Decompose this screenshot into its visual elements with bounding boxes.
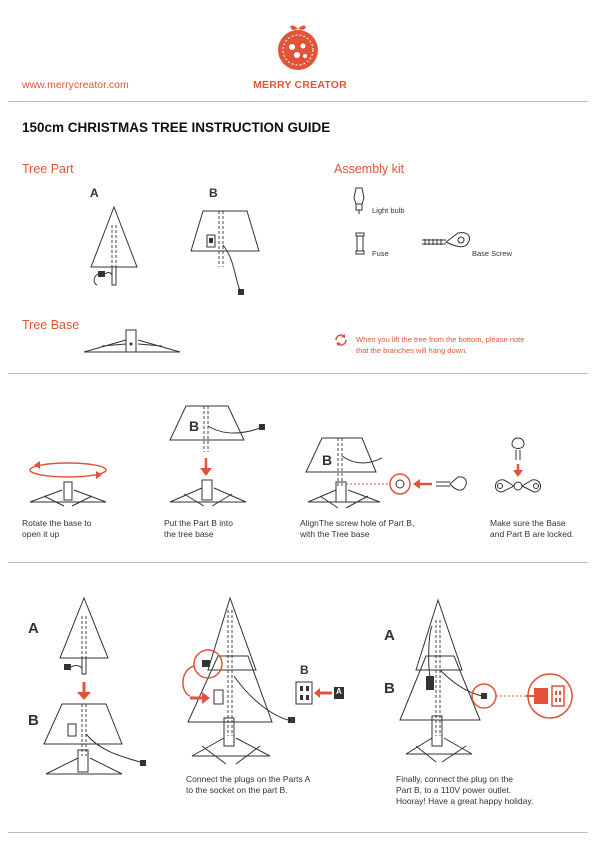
rotate-warning-icon	[334, 333, 348, 347]
logo-ornament-icon	[278, 30, 318, 70]
tree-part-heading: Tree Part	[22, 162, 74, 176]
step1-caption-line2: open it up	[22, 529, 60, 539]
row2-part-a-label: A	[28, 620, 39, 637]
page-title: 150cm CHRISTMAS TREE INSTRUCTION GUIDE	[22, 120, 331, 135]
socket-a-label: A	[336, 687, 342, 696]
step3-caption-line1: AlignThe screw hole of Part B,	[300, 518, 415, 528]
step-lock-illustration	[490, 436, 550, 500]
row2-part-b-label: B	[28, 712, 39, 729]
row2-final-b-label: B	[384, 680, 395, 697]
step4-caption-line1: Make sure the Base	[490, 518, 566, 528]
step-put-part-b-illustration	[164, 402, 274, 510]
socket-b-label: B	[300, 663, 309, 677]
part-b-label: B	[209, 186, 218, 200]
lift-note-line2: that the branches will hang down.	[356, 346, 468, 355]
website-url[interactable]: www.merrycreator.com	[22, 79, 129, 91]
step2-part-b-label: B	[189, 418, 200, 434]
light-bulb-label: Light bulb	[372, 206, 405, 215]
base-screw-icon	[420, 231, 472, 251]
header-divider	[8, 101, 588, 102]
step5-caption-line2: to the socket on the part B.	[186, 785, 288, 795]
step-power-outlet-illustration	[396, 596, 586, 766]
step-rotate-base-illustration	[24, 458, 114, 508]
tree-base-heading: Tree Base	[22, 318, 80, 332]
step3-caption-line2: with the Tree base	[300, 529, 370, 539]
step6-caption-line1: Finally, connect the plug on the	[396, 774, 514, 784]
row2-final-a-label: A	[384, 627, 395, 644]
fuse-icon	[354, 232, 366, 256]
step-align-screw-illustration	[300, 436, 470, 510]
footer-divider	[8, 832, 588, 833]
light-bulb-icon	[352, 186, 366, 216]
part-a-illustration	[85, 205, 145, 295]
logo-bow-icon	[290, 25, 305, 30]
base-screw-label: Base Screw	[472, 249, 513, 258]
section-divider-2	[8, 562, 588, 563]
step1-caption-line1: Rotate the base to	[22, 518, 92, 528]
part-b-illustration	[185, 205, 265, 300]
step5-caption-line1: Connect the plugs on the Parts A	[186, 774, 311, 784]
step-connect-plugs-illustration	[178, 596, 348, 766]
step2-caption-line2: the tree base	[164, 529, 214, 539]
step6-caption-line2: Part B, to a 110V power outlet.	[396, 785, 512, 795]
step2-caption-line1: Put the Part B into	[164, 518, 233, 528]
assembly-kit-heading: Assembly kit	[334, 162, 405, 176]
step4-caption-line2: and Part B are locked.	[490, 529, 575, 539]
step6-caption-line3: Hooray! Have a great happy holiday.	[396, 796, 534, 806]
step-stack-parts-illustration	[40, 596, 160, 776]
section-divider-1	[8, 373, 588, 374]
step3-part-b-label: B	[322, 452, 333, 468]
part-a-label: A	[90, 186, 99, 200]
merry-creator-logo	[272, 20, 324, 72]
lift-note-line1: When you lift the tree from the bottom, please note	[356, 335, 525, 344]
tree-base-illustration	[82, 326, 182, 356]
fuse-label: Fuse	[372, 249, 389, 258]
brand-name: MERRY CREATOR	[253, 79, 347, 91]
